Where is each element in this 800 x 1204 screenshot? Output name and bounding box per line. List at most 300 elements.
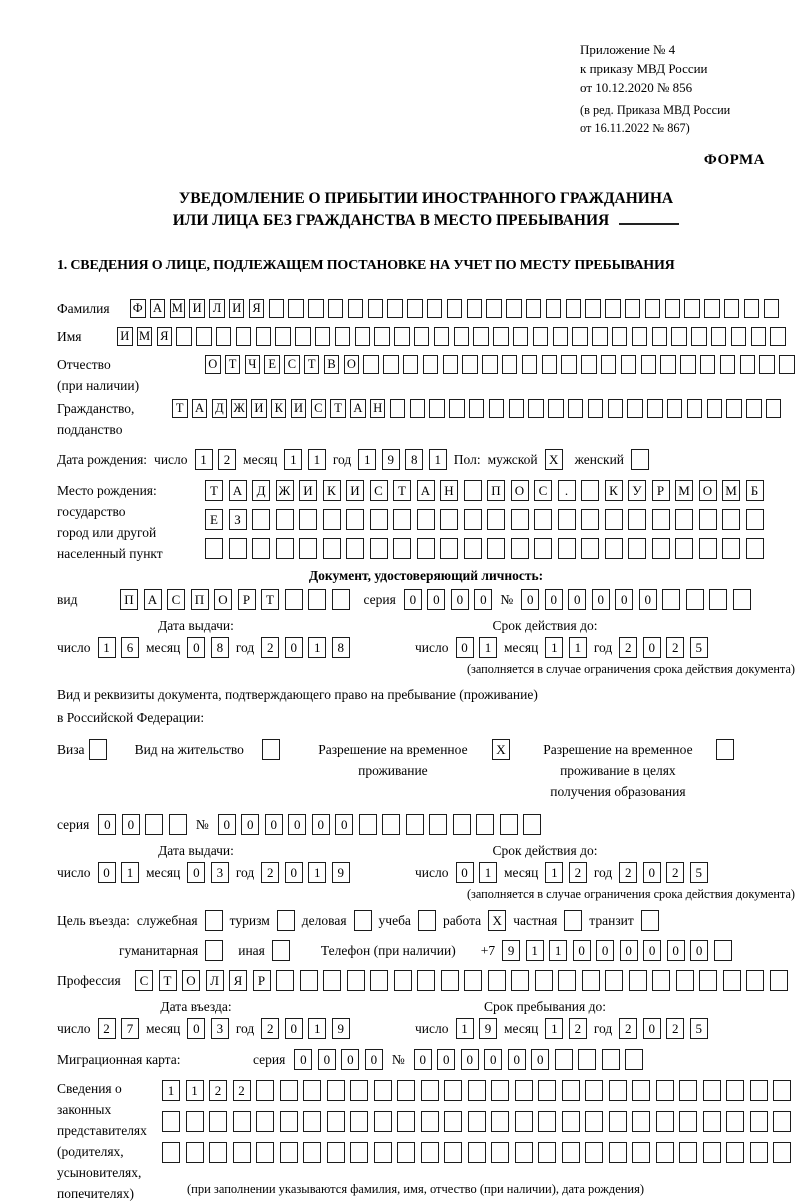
gender-male-label: мужской bbox=[487, 451, 538, 467]
form-cell: Е bbox=[264, 355, 280, 374]
form-cell bbox=[370, 509, 388, 530]
form-cell bbox=[393, 538, 411, 559]
form-cell: 1 bbox=[195, 449, 213, 470]
form-cell bbox=[766, 399, 782, 418]
form-cell: Л bbox=[209, 299, 225, 318]
purpose-tranzit-checkbox bbox=[641, 910, 659, 931]
form-cell bbox=[403, 355, 419, 374]
form-cell: 2 bbox=[261, 862, 279, 883]
resid-doc-valid-year bbox=[619, 862, 708, 883]
form-cell: С bbox=[311, 399, 327, 418]
form-cell bbox=[703, 1142, 721, 1163]
form-cell bbox=[535, 970, 553, 991]
patronymic-cells bbox=[205, 355, 795, 374]
form-cell: 0 bbox=[615, 589, 633, 610]
form-cell: О bbox=[344, 355, 360, 374]
form-cell: 0 bbox=[318, 1049, 336, 1070]
form-cell bbox=[676, 970, 694, 991]
form-cell bbox=[280, 1111, 298, 1132]
birth-month-cells bbox=[284, 449, 326, 470]
field-citizenship bbox=[57, 398, 795, 440]
purpose-opt-label: туризм bbox=[229, 912, 270, 928]
form-cell: 0 bbox=[335, 814, 353, 835]
migration-series-label: серия bbox=[253, 1051, 286, 1067]
purpose-opt-label: транзит bbox=[589, 912, 634, 928]
form-cell bbox=[256, 1080, 274, 1101]
form-cell bbox=[397, 1111, 415, 1132]
form-cell: 2 bbox=[619, 637, 637, 658]
form-cell bbox=[592, 327, 608, 346]
form-cell bbox=[444, 1142, 462, 1163]
form-cell: 0 bbox=[461, 1049, 479, 1070]
form-cell bbox=[382, 814, 400, 835]
form-cell: И bbox=[117, 327, 133, 346]
form-cell: 0 bbox=[620, 940, 638, 961]
form-cell: З bbox=[229, 509, 247, 530]
form-cell: А bbox=[144, 589, 162, 610]
form-cell bbox=[236, 327, 252, 346]
form-cell: О bbox=[205, 355, 221, 374]
form-cell bbox=[429, 814, 447, 835]
form-cell bbox=[256, 327, 272, 346]
form-cell bbox=[374, 1080, 392, 1101]
form-cell bbox=[746, 538, 764, 559]
form-cell: И bbox=[251, 399, 267, 418]
form-cell bbox=[534, 538, 552, 559]
form-cell bbox=[441, 970, 459, 991]
form-cell bbox=[332, 589, 350, 610]
form-cell bbox=[464, 509, 482, 530]
form-cell bbox=[468, 1142, 486, 1163]
birth-place-row2 bbox=[205, 509, 764, 530]
form-cell bbox=[394, 327, 410, 346]
form-cell bbox=[323, 970, 341, 991]
form-cell bbox=[350, 1111, 368, 1132]
form-cell: И bbox=[291, 399, 307, 418]
form-cell: С bbox=[370, 480, 388, 501]
form-cell bbox=[581, 480, 599, 501]
form-cell bbox=[773, 1111, 791, 1132]
form-cell bbox=[374, 327, 390, 346]
form-cell bbox=[750, 1142, 768, 1163]
name-label: Имя bbox=[57, 329, 82, 344]
form-cell bbox=[423, 355, 439, 374]
form-cell: 0 bbox=[639, 589, 657, 610]
form-cell: А bbox=[350, 399, 366, 418]
form-cell bbox=[205, 538, 223, 559]
resid-doc-issue-year bbox=[261, 862, 350, 883]
form-cell: 2 bbox=[666, 1018, 684, 1039]
form-cell bbox=[538, 1080, 556, 1101]
purpose-turizm-checkbox bbox=[277, 910, 295, 931]
form-cell bbox=[558, 509, 576, 530]
form-cell bbox=[542, 355, 558, 374]
form-cell bbox=[558, 538, 576, 559]
form-cell: Я bbox=[249, 299, 265, 318]
resid-number-cells bbox=[218, 814, 542, 835]
form-cell bbox=[323, 509, 341, 530]
form-cell bbox=[363, 355, 379, 374]
form-cell bbox=[522, 355, 538, 374]
field-id-doc bbox=[57, 589, 795, 610]
form-cell: У bbox=[628, 480, 646, 501]
form-cell: Т bbox=[393, 480, 411, 501]
citizenship-label: Гражданство, подданство bbox=[57, 401, 135, 437]
form-cell bbox=[523, 814, 541, 835]
annex-edit-line: (в ред. Приказа МВД России bbox=[580, 103, 731, 117]
form-cell: 1 bbox=[479, 637, 497, 658]
form-cell bbox=[578, 1049, 596, 1070]
form-cell bbox=[684, 299, 700, 318]
form-cell: 0 bbox=[592, 589, 610, 610]
form-cell bbox=[746, 970, 764, 991]
form-cell: П bbox=[191, 589, 209, 610]
form-cell: 2 bbox=[233, 1080, 251, 1101]
form-cell bbox=[686, 589, 704, 610]
stay-until-label: Срок пребывания до: bbox=[484, 999, 606, 1014]
resid-series-cells bbox=[98, 814, 187, 835]
form-cell bbox=[162, 1111, 180, 1132]
form-cell bbox=[280, 1142, 298, 1163]
form-cell: С bbox=[534, 480, 552, 501]
form-cell: Т bbox=[205, 480, 223, 501]
form-cell bbox=[468, 1080, 486, 1101]
form-cell: Р bbox=[652, 480, 670, 501]
form-cell: И bbox=[299, 480, 317, 501]
gender-label: Пол: bbox=[453, 451, 481, 467]
form-cell bbox=[700, 355, 716, 374]
resid-doc-valid-month bbox=[545, 862, 587, 883]
entry-day bbox=[98, 1018, 140, 1039]
form-cell bbox=[562, 1111, 580, 1132]
day-word: число bbox=[57, 639, 91, 655]
form-cell bbox=[722, 509, 740, 530]
guardians-row3 bbox=[162, 1142, 791, 1163]
entry-date-label: Дата въезда: bbox=[160, 999, 232, 1014]
form-cell bbox=[770, 970, 788, 991]
form-cell bbox=[462, 355, 478, 374]
form-cell: 0 bbox=[288, 814, 306, 835]
id-doc-issue-label: Дата выдачи: bbox=[158, 618, 234, 633]
form-cell bbox=[628, 538, 646, 559]
form-cell bbox=[350, 1080, 368, 1101]
year-word: год bbox=[593, 1020, 613, 1036]
form-cell bbox=[449, 399, 465, 418]
id-doc-valid-note: (заполняется в случае ограничения срока действия документа) bbox=[466, 662, 795, 676]
form-cell: М bbox=[722, 480, 740, 501]
form-cell bbox=[300, 970, 318, 991]
form-cell bbox=[645, 299, 661, 318]
form-cell bbox=[656, 1142, 674, 1163]
form-cell: 1 bbox=[549, 940, 567, 961]
day-word: число bbox=[57, 1020, 91, 1036]
form-cell: Т bbox=[172, 399, 188, 418]
form-cell: 1 bbox=[308, 637, 326, 658]
entry-dates bbox=[57, 999, 795, 1039]
birth-year-cells bbox=[358, 449, 447, 470]
form-cell bbox=[553, 327, 569, 346]
form-cell: 1 bbox=[479, 862, 497, 883]
form-cell: 2 bbox=[569, 1018, 587, 1039]
purpose-chastnaya-checkbox bbox=[564, 910, 582, 931]
form-cell: Я bbox=[229, 970, 247, 991]
form-cell bbox=[327, 1111, 345, 1132]
form-cell bbox=[397, 1080, 415, 1101]
page-title bbox=[57, 188, 795, 232]
resid-number-label: № bbox=[195, 816, 209, 832]
birth-date-label: Дата рождения: bbox=[57, 451, 148, 467]
form-cell bbox=[764, 299, 780, 318]
purpose-ucheba-checkbox bbox=[418, 910, 436, 931]
form-cell bbox=[327, 1142, 345, 1163]
phone-prefix: +7 bbox=[480, 942, 496, 958]
form-cell: С bbox=[135, 970, 153, 991]
id-doc-kind-label: вид bbox=[57, 592, 78, 607]
form-cell bbox=[601, 355, 617, 374]
form-cell bbox=[299, 509, 317, 530]
form-cell: Ж bbox=[231, 399, 247, 418]
form-cell bbox=[612, 327, 628, 346]
form-cell: О bbox=[511, 480, 529, 501]
form-cell bbox=[679, 1080, 697, 1101]
form-cell bbox=[513, 327, 529, 346]
patronymic-label: Отчество (при наличии) bbox=[57, 357, 140, 393]
year-word: год bbox=[332, 451, 352, 467]
form-cell bbox=[665, 299, 681, 318]
form-cell: 2 bbox=[666, 637, 684, 658]
form-cell bbox=[746, 509, 764, 530]
form-cell: М bbox=[137, 327, 153, 346]
form-cell bbox=[566, 299, 582, 318]
form-cell bbox=[443, 355, 459, 374]
form-cell bbox=[609, 1142, 627, 1163]
form-cell bbox=[726, 1142, 744, 1163]
form-cell bbox=[440, 538, 458, 559]
phone-cells bbox=[502, 940, 732, 961]
form-cell: 0 bbox=[643, 940, 661, 961]
form-cell bbox=[434, 327, 450, 346]
form-cell: 1 bbox=[121, 862, 139, 883]
annex-edit-line: от 16.11.2022 № 867) bbox=[580, 121, 690, 135]
form-cell bbox=[515, 1111, 533, 1132]
form-cell: К bbox=[605, 480, 623, 501]
form-cell: М bbox=[170, 299, 186, 318]
form-cell: 0 bbox=[437, 1049, 455, 1070]
form-cell: 0 bbox=[508, 1049, 526, 1070]
form-cell bbox=[417, 509, 435, 530]
resid-doc-issue-label: Дата выдачи: bbox=[158, 843, 234, 858]
form-cell bbox=[625, 299, 641, 318]
form-cell bbox=[394, 970, 412, 991]
id-doc-number-label: № bbox=[500, 591, 514, 607]
form-cell: Д bbox=[212, 399, 228, 418]
form-cell: 1 bbox=[456, 1018, 474, 1039]
form-cell: 8 bbox=[211, 637, 229, 658]
form-cell bbox=[276, 970, 294, 991]
form-cell bbox=[186, 1111, 204, 1132]
stay-year bbox=[619, 1018, 708, 1039]
form-cell bbox=[486, 299, 502, 318]
form-cell: 0 bbox=[122, 814, 140, 835]
migration-card-label: Миграционная карта: bbox=[57, 1052, 181, 1067]
form-cell bbox=[447, 299, 463, 318]
form-cell bbox=[252, 509, 270, 530]
form-cell bbox=[602, 1049, 620, 1070]
id-doc-issue-day bbox=[98, 637, 140, 658]
form-cell: 2 bbox=[209, 1080, 227, 1101]
form-cell bbox=[581, 509, 599, 530]
form-cell: 1 bbox=[308, 862, 326, 883]
title-line-1: УВЕДОМЛЕНИЕ О ПРИБЫТИИ ИНОСТРАННОГО ГРАЖДАНИНА bbox=[178, 190, 674, 207]
form-cell bbox=[491, 1142, 509, 1163]
form-cell bbox=[370, 970, 388, 991]
purpose-row-2 bbox=[119, 940, 795, 961]
form-cell: Р bbox=[253, 970, 271, 991]
form-cell: 8 bbox=[405, 449, 423, 470]
form-cell bbox=[387, 299, 403, 318]
form-cell bbox=[487, 509, 505, 530]
form-cell: 9 bbox=[502, 940, 520, 961]
form-cell bbox=[233, 1142, 251, 1163]
form-cell bbox=[511, 970, 529, 991]
form-cell bbox=[750, 1080, 768, 1101]
form-cell bbox=[605, 538, 623, 559]
form-cell bbox=[209, 1142, 227, 1163]
field-profession bbox=[57, 970, 795, 991]
form-cell bbox=[269, 299, 285, 318]
form-cell bbox=[581, 355, 597, 374]
form-cell bbox=[464, 538, 482, 559]
field-surname bbox=[57, 298, 795, 319]
form-cell bbox=[169, 814, 187, 835]
form-cell bbox=[511, 538, 529, 559]
form-cell bbox=[699, 538, 717, 559]
form-cell: Т bbox=[159, 970, 177, 991]
field-name bbox=[57, 326, 795, 347]
resid-doc-intro bbox=[57, 683, 795, 729]
form-cell: 1 bbox=[358, 449, 376, 470]
month-word: месяц bbox=[146, 864, 181, 880]
form-cell bbox=[726, 1111, 744, 1132]
birth-place-label: Место рождения: государство город или другой населенный пункт bbox=[57, 483, 163, 561]
purpose-opt-label: иная bbox=[238, 942, 265, 958]
year-word: год bbox=[593, 639, 613, 655]
form-cell bbox=[667, 399, 683, 418]
form-cell: П bbox=[487, 480, 505, 501]
form-cell bbox=[652, 538, 670, 559]
form-cell bbox=[660, 355, 676, 374]
id-doc-valid-month bbox=[545, 637, 587, 658]
purpose-label: Цель въезда: bbox=[57, 912, 130, 928]
form-cell: 9 bbox=[382, 449, 400, 470]
form-cell: А bbox=[417, 480, 435, 501]
form-cell: А bbox=[150, 299, 166, 318]
year-word: год bbox=[235, 1020, 255, 1036]
form-cell bbox=[299, 538, 317, 559]
form-cell: Б bbox=[746, 480, 764, 501]
form-cell bbox=[429, 399, 445, 418]
form-cell bbox=[327, 1080, 345, 1101]
rvp-edu-label: Разрешение на временное проживание в целях получения образования bbox=[543, 742, 693, 799]
form-cell bbox=[704, 299, 720, 318]
form-cell: 7 bbox=[121, 1018, 139, 1039]
purpose-opt-label: работа bbox=[442, 912, 482, 928]
surname-label: Фамилия bbox=[57, 301, 110, 316]
form-word: ФОРМА bbox=[703, 152, 765, 168]
id-doc-series-cells bbox=[404, 589, 493, 610]
profession-label: Профессия bbox=[57, 973, 121, 988]
phone-label: Телефон (при наличии) bbox=[320, 942, 456, 958]
form-cell: 0 bbox=[414, 1049, 432, 1070]
form-cell: 0 bbox=[643, 862, 661, 883]
day-word: число bbox=[415, 864, 449, 880]
form-cell bbox=[652, 327, 668, 346]
form-cell: Я bbox=[157, 327, 173, 346]
form-cell: 2 bbox=[98, 1018, 116, 1039]
purpose-row bbox=[57, 910, 795, 931]
form-cell bbox=[489, 399, 505, 418]
day-word: число bbox=[154, 451, 188, 467]
name-cells bbox=[117, 327, 786, 346]
form-cell: 2 bbox=[261, 1018, 279, 1039]
form-cell bbox=[641, 355, 657, 374]
form-cell bbox=[740, 355, 756, 374]
stay-day bbox=[456, 1018, 498, 1039]
form-cell: 0 bbox=[531, 1049, 549, 1070]
form-cell bbox=[625, 1049, 643, 1070]
form-cell bbox=[359, 814, 377, 835]
form-cell: 0 bbox=[365, 1049, 383, 1070]
form-cell: 1 bbox=[308, 449, 326, 470]
form-cell bbox=[605, 509, 623, 530]
form-cell bbox=[374, 1111, 392, 1132]
form-cell bbox=[476, 814, 494, 835]
form-cell bbox=[562, 1142, 580, 1163]
form-cell: 2 bbox=[619, 1018, 637, 1039]
form-cell: 0 bbox=[484, 1049, 502, 1070]
form-cell: Ч bbox=[245, 355, 261, 374]
form-cell bbox=[511, 509, 529, 530]
form-cell bbox=[746, 399, 762, 418]
id-doc-valid-day bbox=[456, 637, 498, 658]
id-doc-heading: Документ, удостоверяющий личность: bbox=[308, 568, 544, 583]
resid-doc-line2: в Российской Федерации: bbox=[57, 710, 205, 725]
form-cell bbox=[285, 589, 303, 610]
form-cell bbox=[346, 538, 364, 559]
rvp-edu-checkbox bbox=[716, 739, 734, 760]
form-cell bbox=[691, 327, 707, 346]
form-cell: Т bbox=[330, 399, 346, 418]
citizenship-cells bbox=[172, 399, 781, 418]
form-cell bbox=[355, 327, 371, 346]
form-cell bbox=[751, 327, 767, 346]
form-cell: 0 bbox=[312, 814, 330, 835]
form-cell: 0 bbox=[285, 1018, 303, 1039]
form-cell bbox=[679, 1142, 697, 1163]
purpose-sluzhebnaya-checkbox bbox=[205, 910, 223, 931]
form-cell bbox=[216, 327, 232, 346]
form-cell: 1 bbox=[545, 1018, 563, 1039]
form-cell bbox=[506, 299, 522, 318]
form-cell bbox=[469, 399, 485, 418]
form-cell bbox=[500, 814, 518, 835]
form-cell: 3 bbox=[211, 862, 229, 883]
form-cell bbox=[209, 1111, 227, 1132]
form-cell: В bbox=[324, 355, 340, 374]
form-cell bbox=[720, 355, 736, 374]
form-cell bbox=[707, 399, 723, 418]
form-cell: 2 bbox=[569, 862, 587, 883]
